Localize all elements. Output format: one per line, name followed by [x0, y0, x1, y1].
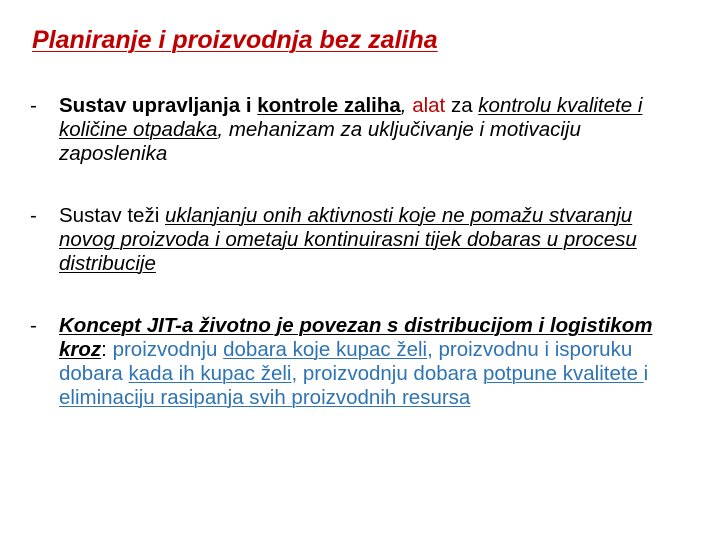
bullet-waste-elimination — [30, 204, 690, 276]
bullet-text-run: kontrolu kvalitete i količine otpadaka — [59, 94, 643, 141]
bullet-text-run: za — [445, 94, 479, 117]
bullet-text-run: uklanjanju onih aktivnosti koje ne pomažu stvaranju novog proizvoda i ometaju kontinuirasni tijek dobaras u procesu distribucije — [59, 204, 637, 275]
bullet-inventory-control — [30, 94, 690, 166]
bullet-text-run: : — [101, 338, 113, 361]
bullet-dash: - — [30, 204, 37, 227]
bullet-text-run: Sustav upravljanja i — [59, 94, 258, 117]
bullet-text-run: Koncept JIT-a životno je povezan s distribucijom i logistikom kroz — [59, 314, 653, 361]
bullet-text-run: Sustav teži — [59, 204, 165, 227]
bullet-text-run: i — [643, 362, 649, 385]
bullet-text-run: alat — [412, 94, 446, 117]
bullet-dash: - — [30, 314, 37, 337]
bullet-text-run: , proizvodnju dobara — [291, 362, 483, 385]
bullet-text-run: proizvodnju — [112, 338, 224, 361]
bullet-dash: - — [30, 94, 37, 117]
slide-title: Planiranje i proizvodnja bez zaliha — [32, 26, 438, 54]
bullet-list — [30, 94, 690, 448]
bullet-text-run: potpune kvalitete — [482, 362, 644, 385]
bullet-text-run: , mehanizam za uključivanje i motivaciju zaposlenika — [59, 118, 581, 165]
bullet-text-run: kontrole zaliha — [257, 94, 401, 117]
bullet-jit-concept — [30, 314, 690, 410]
bullet-text-run: , — [400, 94, 413, 117]
bullet-text-run: eliminaciju rasipanja svih proizvodnih resursa — [59, 386, 471, 409]
bullet-text-run: dobara koje kupac želi — [223, 338, 428, 361]
bullet-text-run: kada ih kupac želi — [128, 362, 292, 385]
bullet-text-run: , proizvodnu i isporuku dobara — [59, 338, 633, 385]
